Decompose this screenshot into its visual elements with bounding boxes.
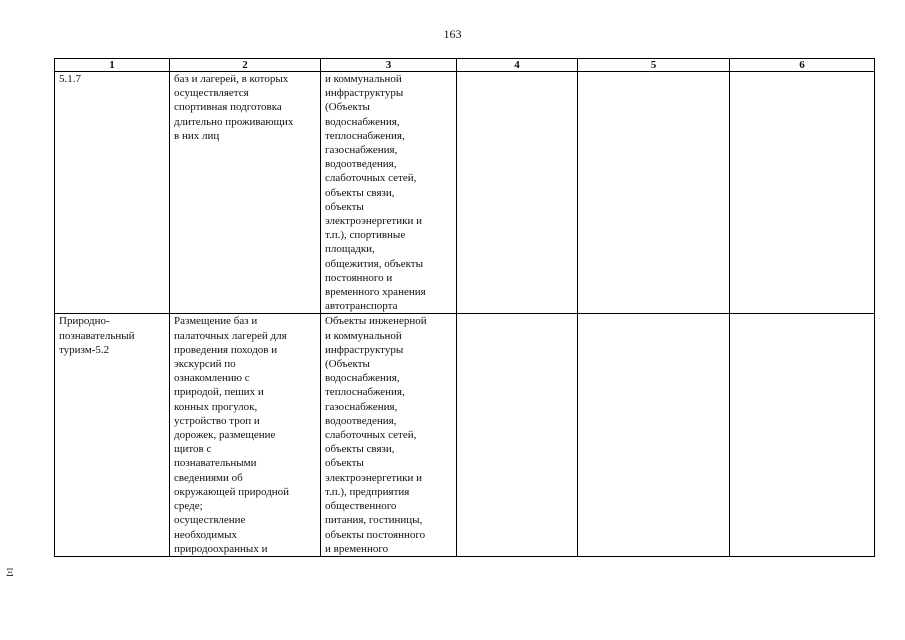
cell-text-line: слаботочных сетей, [325, 172, 417, 185]
cell-text-line: спортивная подготовка [174, 101, 282, 114]
cell-text-line: сведениями об [174, 471, 243, 484]
cell-text-line: палаточных лагерей для [174, 329, 287, 342]
column-header: 3 [321, 59, 457, 72]
table-cell [321, 314, 457, 556]
cell-text-line: устройство троп и [174, 414, 260, 427]
cell-text-line: и временного [325, 542, 389, 555]
cell-text-line: осуществляется [174, 87, 249, 100]
cell-text-line: необходимых [174, 528, 238, 541]
cell-text-line: в них лиц [174, 129, 220, 142]
table-cell [321, 72, 457, 314]
cell-text-line: среде; [174, 500, 203, 513]
table-cell [170, 72, 321, 314]
cell-text-line: теплоснабжения, [325, 386, 405, 399]
cell-text-line: баз и лагерей, в которых [174, 73, 289, 85]
column-header: 4 [457, 59, 578, 72]
cell-text-line: общественного [325, 500, 397, 513]
page-number: 163 [443, 27, 462, 41]
cell-text-line: Природно- [59, 315, 110, 328]
column-header: 6 [730, 59, 875, 72]
column-header: 2 [170, 59, 321, 72]
table-row [55, 314, 875, 556]
cell-text-line: (Объекты [325, 358, 370, 371]
cell-text-line: Объекты инженерной [325, 315, 427, 328]
cell-text-line: электроэнергетики и [325, 471, 422, 484]
table-cell [730, 72, 875, 314]
cell-text-line: т.п.), предприятия [325, 485, 410, 498]
cell-text-line: щитов с [174, 443, 212, 456]
cell-text-line: объекты [325, 200, 364, 213]
cell-text-line: познавательный [59, 329, 135, 342]
cell-text-line: ознакомлению с [174, 372, 250, 385]
cell-text-line: водоснабжения, [325, 372, 400, 385]
cell-text-line: объекты связи, [325, 186, 395, 199]
table-cell [55, 314, 170, 556]
cell-text-line: водоснабжения, [325, 115, 400, 128]
cell-text-line: автотранспорта [325, 300, 398, 313]
cell-text-line: экскурсий по [174, 358, 236, 371]
cell-text-line: постоянного и [325, 271, 393, 284]
table-cell [55, 72, 170, 314]
cell-text-line: площадки, [325, 243, 375, 256]
cell-text-line: дорожек, размещение [174, 429, 276, 442]
cell-text-line: объекты связи, [325, 443, 395, 456]
cell-text-line: (Объекты [325, 101, 370, 114]
cell-text-line: осуществление [174, 514, 246, 527]
cell-text-line: конных прогулок, [174, 400, 258, 413]
table-cell [730, 314, 875, 556]
cell-text-line: инфраструктуры [325, 343, 404, 356]
cell-text-line: общежития, объекты [325, 257, 423, 270]
cell-text-line: слаботочных сетей, [325, 429, 417, 442]
cell-text-line: и коммунальной [325, 73, 402, 85]
column-header: 1 [55, 59, 170, 72]
table-cell [170, 314, 321, 556]
document-table [54, 58, 875, 557]
cell-text-line: проведения походов и [174, 343, 278, 356]
table-cell [457, 314, 578, 556]
cell-text-line: т.п.), спортивные [325, 229, 406, 242]
cell-text-line: инфраструктуры [325, 87, 404, 100]
cell-text-line: газоснабжения, [325, 400, 398, 413]
cell-text-line: длительно проживающих [174, 115, 294, 128]
cell-text-line: объекты [325, 457, 364, 470]
cell-text-line: познавательными [174, 457, 257, 470]
cell-text-line: природой, пеших и [174, 386, 264, 399]
cell-text-line: Размещение баз и [174, 315, 258, 328]
cell-text-line: окружающей природной [174, 485, 290, 498]
cell-text-line: природоохранных и [174, 542, 268, 555]
table-row [55, 72, 875, 314]
cell-text-line: теплоснабжения, [325, 129, 405, 142]
cell-text-line: объекты постоянного [325, 528, 426, 541]
cell-text-line: 5.1.7 [59, 73, 81, 85]
cell-text-line: газоснабжения, [325, 144, 398, 157]
table-header-row [55, 59, 875, 72]
cell-text-line: электроэнергетики и [325, 215, 422, 228]
table-cell [578, 314, 730, 556]
table-cell [578, 72, 730, 314]
cell-text-line: туризм-5.2 [59, 343, 110, 356]
column-header: 5 [578, 59, 730, 72]
cell-text-line: водоотведения, [325, 414, 397, 427]
cell-text-line: водоотведения, [325, 158, 397, 171]
margin-mark: Ξ [6, 565, 14, 579]
table-cell [457, 72, 578, 314]
cell-text-line: и коммунальной [325, 329, 402, 342]
cell-text-line: временного хранения [325, 286, 426, 299]
cell-text-line: питания, гостиницы, [325, 514, 423, 527]
